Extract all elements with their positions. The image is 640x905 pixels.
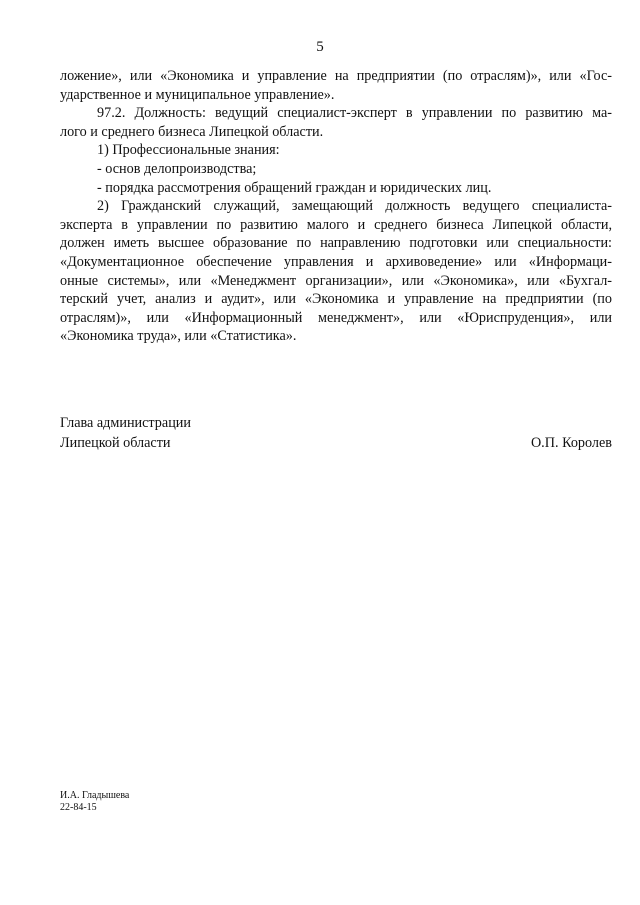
signatory-name: О.П. Королев xyxy=(530,435,612,451)
text-line: эксперта в управлении по развитию малого и среднего бизнеса Липецкой области, xyxy=(60,216,612,233)
paragraph-continuation xyxy=(60,67,612,104)
executor-block xyxy=(60,790,129,814)
text-line: должен иметь высшее образование по направлению подготовки или специальности: xyxy=(60,235,612,252)
text-line: ложение», или «Экономика и управление на предприятии (по отраслям)», или «Гос- xyxy=(60,68,612,84)
executor-phone: 22-84-15 xyxy=(60,802,97,813)
document-body xyxy=(60,67,612,346)
text-line: - порядка рассмотрения обращений граждан и юридических лиц. xyxy=(97,179,492,196)
text-line: онные системы», или «Менеджмент организации», или «Экономика», или «Бухгал- xyxy=(60,272,612,289)
signatory-title-line-2: Липецкой области xyxy=(60,435,171,451)
text-line: - основ делопроизводства; xyxy=(97,160,257,177)
text-line: 1) Профессиональные знания: xyxy=(97,142,280,159)
text-line: «Экономика труда», или «Статистика». xyxy=(60,328,297,345)
text-line: 2) Гражданский служащий, замещающий должность ведущего специалиста- xyxy=(97,198,612,215)
text-line: 97.2. Должность: ведущий специалист-эксперт в управлении по развитию ма- xyxy=(97,105,612,122)
text-line: терский учет, анализ и аудит», или «Экономика и управление на предприятии (по xyxy=(60,291,612,308)
paragraph-prof-knowledge xyxy=(60,141,612,197)
signatory-title-line-1: Глава администрации xyxy=(60,415,191,431)
signature-block xyxy=(60,413,612,453)
text-line: отраслям)», или «Информационный менеджмент», или «Юриспруденция», или xyxy=(60,309,612,326)
text-line: «Документационное обеспечение управления и архивоведение» или «Информаци- xyxy=(60,253,612,270)
text-line: ударственное и муниципальное управление». xyxy=(60,86,335,103)
text-line: лого и среднего бизнеса Липецкой области. xyxy=(60,123,324,140)
paragraph-position-97-2 xyxy=(60,104,612,141)
page-number: 5 xyxy=(316,39,324,55)
paragraph-education xyxy=(60,197,612,346)
executor-name: И.А. Гладышева xyxy=(60,790,130,801)
